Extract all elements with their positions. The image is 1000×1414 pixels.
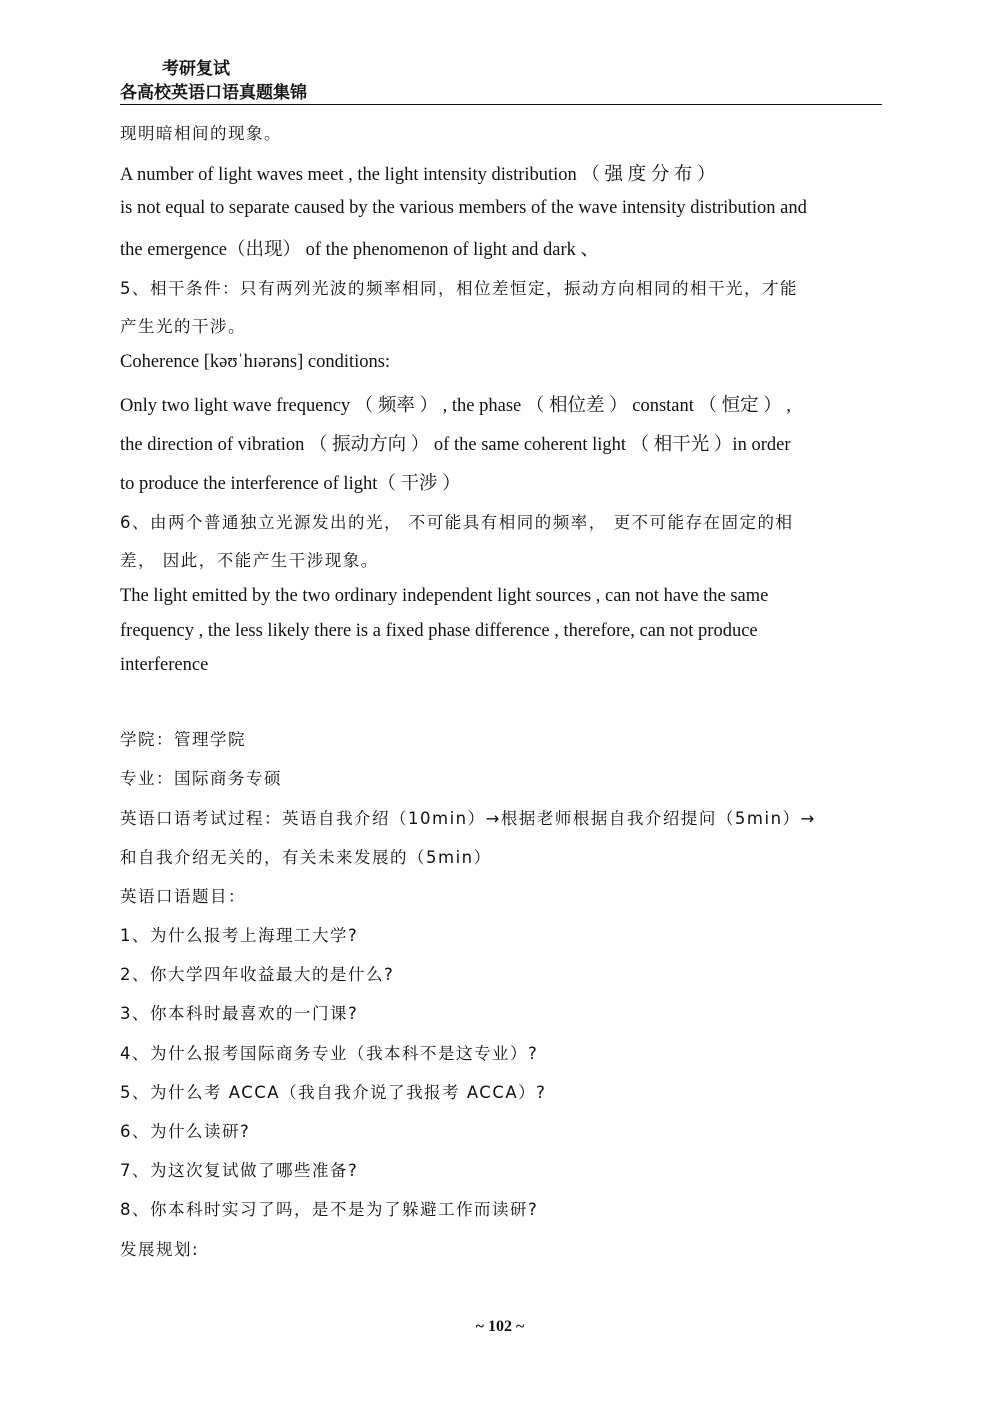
- list-item: 7、为这次复试做了哪些准备?: [120, 1161, 359, 1180]
- list-item: 4、为什么报考国际商务专业（我本科不是这专业）?: [120, 1044, 539, 1063]
- text-line: is not equal to separate caused by the various members of the wave intensity distribution and: [120, 198, 807, 218]
- text-line: 差， 因此，不能产生干涉现象。: [120, 551, 379, 570]
- text-line: 发展规划:: [120, 1240, 200, 1259]
- list-item: 5、为什么考 ACCA（我自我介说了我报考 ACCA）?: [120, 1083, 547, 1102]
- text-line: to produce the interference of light（ 干涉 ）: [120, 474, 461, 494]
- header-title: 考研复试: [162, 59, 230, 79]
- text-line: A number of light waves meet , the light intensity distribution （ 强 度 分 布 ）: [120, 165, 716, 185]
- text-line: 和自我介绍无关的，有关未来发展的（5min）: [120, 848, 492, 867]
- text-line: 5、相干条件：只有两列光波的频率相同，相位差恒定，振动方向相同的相干光，才能: [120, 279, 798, 298]
- text-line: Coherence [kəʊˈhɪərəns] conditions:: [120, 352, 391, 372]
- list-item: 1、为什么报考上海理工大学?: [120, 926, 359, 945]
- text-line: 6、由两个普通独立光源发出的光， 不可能具有相同的频率， 更不可能存在固定的相: [120, 513, 794, 532]
- text-line: the direction of vibration （ 振动方向 ） of the same coherent light （ 相干光 ）in order: [120, 435, 791, 455]
- text-line: 英语口语题目：: [120, 887, 246, 906]
- text-line: interference: [120, 655, 209, 675]
- text-line: the emergence（出现） of the phenomenon of light and dark 、: [120, 240, 599, 260]
- list-item: 3、你本科时最喜欢的一门课?: [120, 1004, 359, 1023]
- list-item: 8、你本科时实习了吗，是不是为了躲避工作而读研?: [120, 1200, 539, 1219]
- text-line: The light emitted by the two ordinary independent light sources , can not have the same: [120, 586, 769, 606]
- text-line: 专业：国际商务专硕: [120, 769, 282, 788]
- text-line: 现明暗相间的现象。: [120, 124, 282, 143]
- text-line: Only two light wave frequency （ 频率 ） , the phase （ 相位差 ） constant （ 恒定 ） ,: [120, 396, 792, 416]
- page-number: ~ 102 ~: [475, 1318, 525, 1335]
- list-item: 6、为什么读研?: [120, 1122, 251, 1141]
- text-line: frequency , the less likely there is a fixed phase difference , therefore, can not produce: [120, 621, 758, 641]
- header-divider: [120, 104, 882, 105]
- text-line: 产生光的干涉。: [120, 317, 246, 336]
- text-line: 英语口语考试过程：英语自我介绍（10min）→根据老师根据自我介绍提问（5min）→: [120, 809, 816, 828]
- header-subtitle: 各高校英语口语真题集锦: [120, 83, 307, 103]
- list-item: 2、你大学四年收益最大的是什么?: [120, 965, 395, 984]
- text-line: 学院：管理学院: [120, 730, 246, 749]
